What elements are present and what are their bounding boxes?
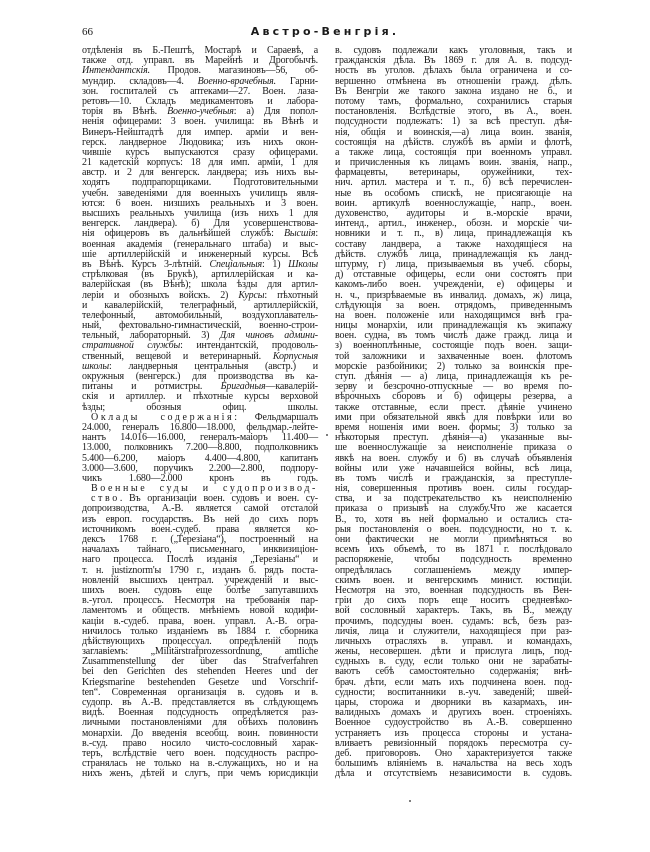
text-run: гражданскія дѣла. Въ 1869 г. для А. в. подсуд-: [335, 55, 572, 67]
text-line: [82, 769, 318, 779]
text-run: дѣйствующихъ процессуал. опредѣленій подъ: [82, 635, 318, 647]
text-run: нія, совершенныя противъ воен. силы государ-: [335, 483, 572, 495]
text-run: ими при обязательной явкѣ для повѣрки или во: [335, 411, 572, 423]
text-run: шіе артиллерійскій и инженерный курсы. Всѣ: [82, 248, 318, 260]
text-run: допроизводства, А.-В. является самой отсталой: [82, 503, 318, 515]
text-run: гріи до сихъ поръ еще носитъ средневѣко-: [335, 595, 572, 607]
text-run: скимъ воен. и венгерскимъ минист. юстиціи.: [335, 574, 572, 586]
text-run: тельный, лабораторный. 3): [82, 330, 220, 342]
text-run: з) военноплѣнные, состоящіе подъ воен. защи-: [335, 340, 572, 352]
text-run: Винеръ-Нейштадтѣ для импер. арміи и вен-: [82, 126, 318, 138]
text-run: : пѣхотный: [264, 289, 318, 301]
text-run: : ландверныя центральныя (австр.) и: [108, 360, 318, 372]
text-run: Kriegsmarine bestehenden Gesetze und Vorschrif-: [82, 676, 318, 688]
text-run: Продов. магазиновъ—56, об-: [150, 65, 318, 77]
text-run: въ томъ числѣ и гражданскія, за преступле-: [335, 472, 572, 484]
text-run: В., то, хотя въ ней формально и остались ста-: [335, 513, 572, 525]
text-run: состоящія на дѣйств. службѣ въ арміи и флотѣ,: [335, 136, 572, 148]
running-title: Австро-Венгрія.: [250, 25, 400, 38]
text-run: распоряженіе, чтобы подсудность временно: [335, 554, 572, 566]
italic-term: Бригадныя: [220, 381, 266, 393]
text-run: ются: 6 воен. низшихъ реальныхъ и 3 воен.: [82, 197, 318, 209]
text-run: bei den Gerichten des stehenden Heeres und der: [82, 666, 318, 678]
italic-term: Корпусныя: [272, 350, 318, 362]
text-run: в. судовъ подлежали какъ уголовныя, такъ и: [335, 45, 572, 56]
text-run: деб. приговоровъ. Оно характеризуется также: [335, 747, 572, 759]
text-run: венгерск. ландвера). б) Для усовершенствова-: [82, 218, 318, 230]
text-run: потому тамъ, формально, сохранились старыя: [335, 95, 572, 107]
text-run: видѣ. Военная подсудность опредѣляется раз-: [82, 707, 318, 719]
italic-term: Для чиновъ админи-: [219, 330, 318, 342]
print-speck: [326, 434, 328, 436]
text-run: вливаетъ ревизіонный порядокъ пересмотра су-: [335, 737, 572, 749]
text-run: и причисленныя къ лицамъ воин. званія, напр.,: [335, 157, 572, 169]
text-line: [335, 769, 572, 779]
text-run: зерву и безсрочно-отпускные — во время по-: [335, 381, 572, 393]
text-run: . Въ организаціи воен. судовъ и воен. су-: [119, 493, 318, 505]
text-run: а также лица, состоящія при военномъ управл.: [335, 146, 572, 158]
italic-term: Военно-учебныя: [167, 106, 234, 118]
text-run: герск. ландверное Людовика; изъ нихъ окон-: [82, 136, 318, 148]
text-run: 3.000—3.600, поручикъ 2.200—2.800, подпору-: [82, 462, 318, 474]
text-run: скія и артиллер. и пѣхотные курсы верховой: [82, 391, 318, 403]
italic-term: Высшія: [283, 228, 316, 240]
text-run: мундир. складовъ—4.: [82, 75, 198, 87]
text-run: телефонный, автомобильный, воздухоплаватель-: [82, 309, 318, 321]
text-run: личными постановленіями для обѣихъ половинъ: [82, 717, 318, 729]
text-run: постановленія. Вслѣдствіе этого, въ А., воен.: [335, 106, 572, 118]
text-run: также отд. управл. въ Марейнѣ и Дрогобычѣ.: [82, 55, 318, 67]
text-run: духовенство, аудиторы и в.-морскіе врачи,: [335, 208, 572, 219]
text-run: в.-угол. процессъ. Несмотря на требованія пар-: [82, 595, 318, 607]
text-run: ницы монархіи, или принадлежащія къ экипажу: [335, 320, 572, 332]
text-run: ненія офицерами: 3 воен. училища: въ Вѣнѣ и: [82, 116, 318, 128]
text-run: ность въ уголов. дѣлахъ была ограничена и со-: [335, 65, 572, 77]
right-column: [335, 46, 572, 780]
left-column: [82, 46, 318, 780]
section-heading: ство: [91, 493, 120, 505]
text-run: нѣкоторыя преступ. дѣянія—а) указанные вы-: [335, 432, 572, 444]
text-run: нантъ 14.016—16.000, генералъ-маіоръ 11.400—: [82, 432, 318, 444]
text-run: явкѣ на воен. службу и б) въ случаѣ объявленія: [335, 452, 572, 464]
text-run: источникомъ воен.-судеб. права является ко-: [82, 523, 318, 535]
text-run: вершенно отмѣнена въ отношеніи гражд. дѣлъ.: [335, 75, 572, 87]
text-run: морскіе разбойники; 2) только за воинскія пре-: [335, 360, 572, 372]
text-run: : интендантскій, продоволь-: [180, 340, 318, 352]
text-run: каціи в.-судеб. права, воен. управл. А.-В. огра-: [82, 615, 318, 627]
text-run: вѣрочныхъ сборовъ и б) офицеры резерва, а: [335, 391, 572, 403]
text-run: ступ. дѣянія — а) лица, принадлежащія къ ре-: [335, 371, 572, 382]
section-heading: Оклады содержанія: [91, 411, 235, 423]
text-run: подсудности подлежатъ: 1) за всѣ преступ. дѣя-: [335, 116, 572, 128]
italic-term: стративной службы: [82, 340, 181, 352]
text-run: составу ландвера, а также находящіеся на: [335, 238, 572, 250]
text-run: т. н. justiznorm'ы 1790 г., изданъ б. рядъ поста-: [82, 564, 318, 576]
text-run: судопр. въ А.-В. представляется въ слѣдующемъ: [82, 697, 318, 708]
text-run: н. ч., призрѣваемые въ инвалид. домахъ, ж) лица,: [335, 289, 572, 301]
text-run: новленій высшихъ централ. учрежденій и выс-: [82, 574, 318, 586]
text-run: новники и т. п., в) лица, принадлежащія къ: [335, 228, 572, 240]
text-run: той заложники и захваченные воен. флотомъ: [335, 350, 572, 362]
text-run: чикъ 1.680—2.000 кронъ въ годъ.: [82, 472, 318, 484]
text-run: большимъ вліяніемъ в. начальства на весь ходъ: [335, 758, 572, 770]
text-run: дѣла и отсутствіемъ независимости в. судовъ.: [335, 768, 572, 780]
text-run: торія въ Вѣнѣ.: [82, 106, 168, 118]
text-run: слѣдующія за воен. отрядомъ, приведеннымъ: [335, 299, 572, 311]
text-run: : а) Для попол-: [233, 106, 318, 118]
italic-term: Школы: [288, 258, 319, 270]
text-run: 21 кадетскій корпусъ: 18 для имп. арміи, 1 для: [82, 157, 318, 169]
text-run: военная академія (генеральнаго штаба) и выс-: [82, 238, 318, 250]
text-run: в.-суд. право носило чисто-сословный харак-: [82, 737, 318, 749]
text-run: ламентомъ и обществ. мнѣніемъ новой кодифи-: [82, 605, 318, 617]
text-run: въ Вѣнѣ. Курсъ 3-лѣтній.: [82, 258, 210, 270]
text-run: изъ европ. государствъ. Въ ней до сихъ поръ: [82, 513, 318, 525]
text-run: валидныхъ домахъ и другихъ воен. строеніяхъ.: [335, 707, 572, 719]
text-run: они фактически не могли примѣняться во: [335, 534, 572, 545]
text-run: Въ Венгріи же такого закона издано не б., и: [335, 85, 572, 97]
text-run: нич. артил. мастера и т. п., б) всѣ перечислен-: [335, 177, 572, 189]
text-run: монархіи. До введенія всеобщ. воин. повинности: [82, 727, 318, 739]
text-run: 13.000, полковникъ 7.200—8.800, подполковникъ: [82, 442, 318, 454]
text-run: судныхъ в. суду, если только они не зарабаты-: [335, 656, 572, 668]
text-run: австр. и 2 для венгерск. ландвера; изъ нихъ вы-: [82, 167, 318, 179]
text-run: нія, общія и воинскія,—а) лица воин. званія,: [335, 126, 572, 138]
text-run: воин. артикулѣ военнослужащіе, напр., воен.: [335, 197, 572, 209]
italic-term: Военно-врачебныя.: [197, 75, 277, 87]
text-run: интенд., артил., инженер., обозн. и морскіе чи-: [335, 218, 572, 230]
text-run: высшихъ реальныхъ училища (изъ нихъ 1 для: [82, 208, 318, 219]
text-run: странялась не только на в.-служащихъ, но и на: [82, 758, 318, 770]
text-run: :: [315, 228, 318, 240]
text-run: Несмотря на это, военная подсудность въ Вен-: [335, 584, 572, 596]
text-run: Zusammenstellung der über das Strafverfahren: [82, 656, 318, 668]
text-run: д) отставные офицеры, если они состоятъ при: [335, 269, 572, 281]
text-run: стрѣлковая (въ Брукѣ), артиллерійская и ка-: [82, 269, 318, 281]
text-run: ретовъ—10. Складъ медикаментовъ и лабора-: [82, 95, 318, 107]
text-run: ѣзды; обозныя офиц. школы.: [82, 401, 318, 413]
text-run: чившіе курсъ выпускаются сразу офицерами.: [82, 146, 318, 158]
text-run: шихъ воен. судовъ еще болѣе запутавшихъ: [82, 584, 318, 596]
text-run: зон. госпиталей съ аптеками—27. Воен. лаза-: [82, 85, 318, 97]
text-run: ten“. Современная организація в. судовъ и в.: [82, 686, 318, 698]
text-run: вой сословный характеръ. Такъ, въ В., между: [335, 605, 572, 617]
text-run: 24.000, генералъ 16.800—18.000, фельдмар.-лейте-: [82, 421, 318, 433]
text-run: дѣйств. службѣ лица, принадлежащія къ ланд-: [335, 248, 572, 260]
text-run: ходятъ подпрапорщиками. Подготовительными: [82, 177, 318, 189]
italic-term: Интендантскія.: [82, 65, 150, 77]
text-run: нихъ женъ, дѣтей и слугъ, при чемъ юрисдикціи: [82, 768, 318, 780]
italic-term: Спеціальныя: [209, 258, 262, 270]
text-run: и кавалерійскій, телеграфный, артиллерійскій,: [82, 299, 318, 311]
text-run: нія офицеровъ въ дальнѣйшей службѣ:: [82, 228, 284, 240]
italic-term: Курсы: [238, 289, 265, 301]
text-run: устраняетъ изъ процесса стороны и устана-: [335, 727, 572, 739]
text-run: личныхъ отрасляхъ в. управл. и командахъ,: [335, 635, 572, 647]
text-run: леріи и обозныхъ войскъ. 2): [82, 289, 239, 301]
text-run: отдѣленія въ Б.-Пештѣ, Мостарѣ и Сараевѣ, а: [82, 45, 318, 56]
italic-term: школы: [82, 360, 109, 372]
text-run: время ношенія ими воен. формы; 3) только за: [335, 421, 572, 433]
text-run: ные въ особомъ спискѣ, не присягающіе на: [335, 187, 572, 199]
text-run: фармацевты, ветеринары, оружейники, тех-: [335, 167, 572, 179]
text-run: опредѣлялась соглашеніемъ между импер-: [335, 564, 572, 576]
section-heading: Военные суды и судопроизвод-: [91, 483, 318, 495]
text-run: Военное судоустройство въ А.-В. совершенно: [335, 717, 572, 729]
text-run: жены, несовершен. дѣти и прислуга лицъ, под-: [335, 646, 572, 658]
text-run: рыя постановленія о воен. подсудности, но т. к.: [335, 523, 572, 535]
text-run: : 1): [262, 258, 289, 270]
text-run: какомъ-либо воен. учрежденіи, е) офицеры и: [335, 279, 572, 291]
text-run: наго процесса. Послѣ изданія „Терезіаны“ и: [82, 554, 318, 566]
text-run: на воен. положеніе или находящимся внѣ гра-: [335, 309, 572, 321]
text-run: учебн. заведеніями для военныхъ училищъ явля-: [82, 187, 318, 199]
text-run: теръ, вслѣдствіе чего воен. подсудность распро-: [82, 747, 318, 759]
text-run: 5.400—6.200, маіоръ 4.400—4.800, капитанъ: [82, 452, 318, 464]
text-run: : Фельдмаршалъ: [234, 411, 318, 423]
text-run: заглавіемъ: „Militärstrafprozessordnung, amtliche: [82, 646, 318, 658]
text-run: ваютъ себѣ самостоятельно содержанія; внѣ-: [335, 666, 572, 678]
text-run: брач. дѣти, если мать ихъ подчинена воен. под-: [335, 676, 572, 688]
text-run: началахъ тайнаго, письменнаго, инквизиціон-: [82, 544, 318, 556]
print-speck: [409, 800, 411, 802]
text-run: ства, и за подстрекательство къ неисполненію: [335, 493, 572, 505]
text-run: судности; воспитанники в.-уч. заведеній; швей-: [335, 686, 572, 698]
text-run: войны или уже начавшейся войны, всѣ лица,: [335, 462, 572, 474]
text-run: прочимъ, подсудны воен. судамъ: всѣ, безъ раз-: [335, 615, 572, 627]
text-run: цары, сторожа и дворники въ казармахъ, ин-: [335, 697, 572, 708]
text-run: личія, лица и служители, находящіеся при раз-: [335, 625, 572, 637]
text-run: штурму, г) лица, призываемыя въ учеб. сборы,: [335, 258, 572, 270]
text-run: валерійская (въ Вѣнѣ); школа ѣзды для артил-: [82, 279, 318, 291]
text-run: дексъ 1768 г. („Терезіана“), построенный на: [82, 534, 318, 545]
text-run: ный, фехтовально-гимнастическій, военно-строи-: [82, 320, 318, 332]
text-run: воен. судна, въ томъ числѣ даже гражд. лица и: [335, 330, 572, 342]
text-run: приказа о призывѣ на службу.Что же касается: [335, 503, 572, 515]
text-run: ничилось только изданіемъ въ 1884 г. сборника: [82, 625, 318, 637]
text-run: также отставные, если прест. дѣяніе учинено: [335, 401, 572, 413]
text-run: —кавалерій-: [265, 381, 318, 393]
text-run: всемъ ихъ объемѣ, то въ 1871 г. послѣдовало: [335, 544, 572, 556]
text-run: питаны и ротмистры.: [82, 381, 221, 393]
text-run: ше военнослужащіе за неисполненіе приказа о: [335, 442, 572, 454]
text-run: ственный, вещевой и ветеринарный.: [82, 350, 273, 362]
text-run: Гарни-: [276, 75, 318, 87]
page-number: 66: [82, 26, 93, 38]
text-run: окружныя (венгерск.) для производства въ ка-: [82, 371, 318, 382]
